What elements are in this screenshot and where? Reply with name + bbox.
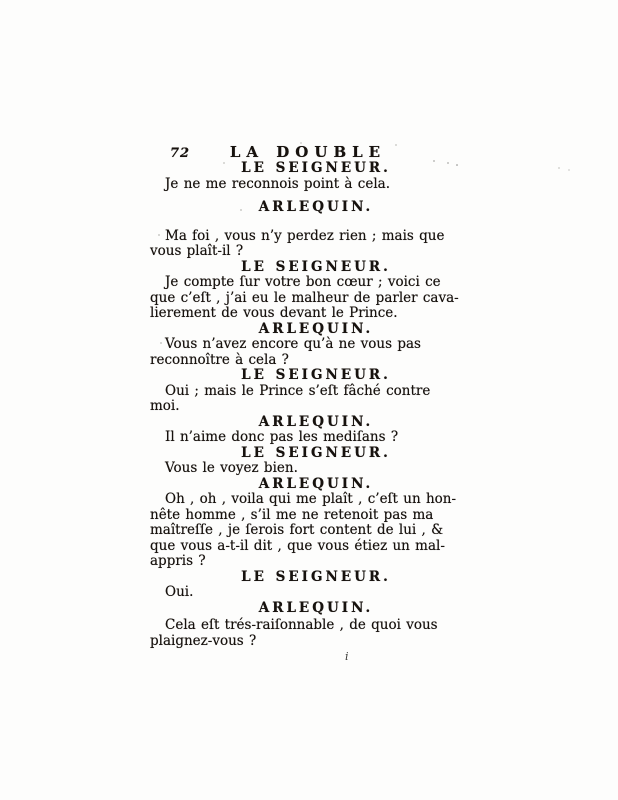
dialogue-line: nête homme , s’il me ne retenoit pas ma <box>150 506 434 523</box>
scan-speck <box>558 167 560 169</box>
dialogue-line: Oui ; mais le Prince s’eſt fâché contre <box>165 382 431 399</box>
dialogue-line: Je compte ſur votre bon cœur ; voici ce <box>165 274 441 290</box>
dialogue-line: appris ? <box>150 553 206 569</box>
speaker-heading: ARLEQUIN. <box>258 199 374 215</box>
speaker-heading: LE SEIGNEUR. <box>241 568 391 585</box>
scan-speck <box>158 234 160 236</box>
speaker-heading: LE SEIGNEUR. <box>241 258 391 275</box>
speaker-heading: ARLEQUIN. <box>258 475 374 492</box>
dialogue-line: Il n’aime donc pas les mediſans ? <box>165 429 399 445</box>
scan-speck <box>433 160 435 162</box>
dialogue-line: Oh , oh , voila qui me plaît , c’eſt un hon- <box>165 491 457 507</box>
scan-speck <box>300 142 302 144</box>
speaker-heading: ARLEQUIN. <box>258 599 374 616</box>
speaker-heading: LE SEIGNEUR. <box>241 160 391 176</box>
scan-speck <box>447 162 449 164</box>
dialogue-line: Je ne me reconnois point à cela. <box>165 175 390 192</box>
text-column <box>150 143 459 649</box>
dialogue-line: reconnoître à cela ? <box>150 351 289 368</box>
dialogue-line: maîtreſſe , je ſerois fort content de lui , & <box>150 522 444 538</box>
dialogue-line: plaignez-vous ? <box>150 632 257 649</box>
speaker-heading: ARLEQUIN. <box>258 413 374 430</box>
scan-speck <box>223 162 225 164</box>
dialogue-line: que c’eſt , j’ai eu le malheur de parler cava- <box>150 289 459 306</box>
running-title: LA DOUBLE <box>229 143 387 161</box>
page-header <box>150 144 452 161</box>
dialogue-line: vous plaît-il ? <box>150 243 244 259</box>
dialogue-line: Oui. <box>165 584 194 600</box>
scan-speck <box>240 209 242 211</box>
speaker-heading: ARLEQUIN. <box>258 320 374 337</box>
catchword-mark: i <box>345 650 349 663</box>
speaker-heading: LE SEIGNEUR. <box>241 444 391 461</box>
speaker-heading: LE SEIGNEUR. <box>241 367 391 383</box>
dialogue-line: moi. <box>150 398 180 414</box>
dialogue-line: Vous n’avez encore qu’à ne vous pas <box>165 336 421 352</box>
dialogue-line: Ma foi , vous n’y perdez rien ; mais que <box>165 227 445 244</box>
scan-speck <box>160 342 162 344</box>
dialogue-line: Vous le voyez bien. <box>165 460 298 476</box>
scan-speck <box>568 169 570 171</box>
dialogue-line: Cela eſt trés-raiſonnable , de quoi vous <box>165 617 438 633</box>
dialogue-line: que vous a-t-il dit , que vous étiez un mal- <box>150 537 445 554</box>
scan-speck <box>395 144 397 146</box>
scan-speck <box>456 164 458 166</box>
dialogue-line: lierement de vous devant le Prince. <box>150 305 398 321</box>
page-number: 72 <box>170 146 191 161</box>
